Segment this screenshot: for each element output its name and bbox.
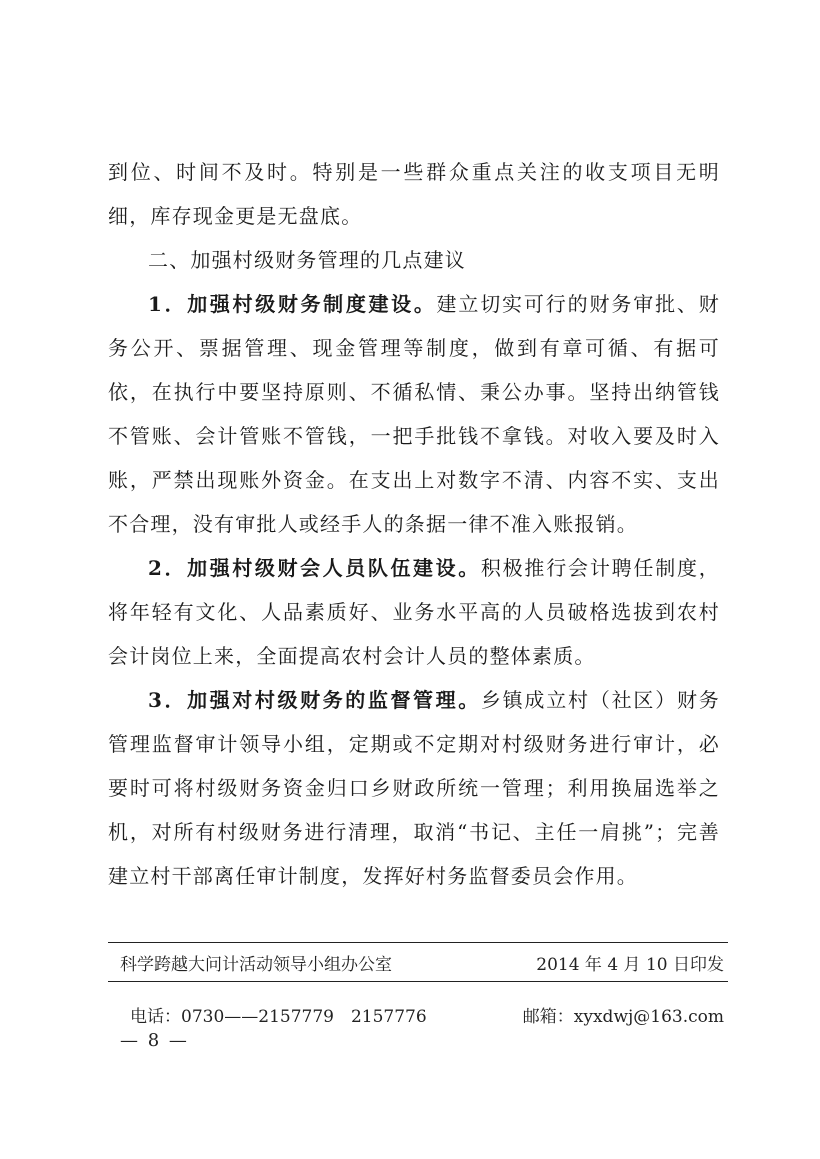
contact-row [108,1002,728,1027]
issue-date: 2014 年 4 月 10 日印发 [536,954,724,975]
issuance-footer [108,942,728,1027]
recommendation-item-1 [108,282,720,546]
item-2-text: 积极推行会计聘任制度，将年轻有文化、人品素质好、业务水平高的人员破格选拔到农村会计岗位上来，全面提高农村会计人员的整体素质。 [108,556,720,668]
recommendation-item-3 [108,678,720,898]
phone-number: 电话：0730——2157779 2157776 [130,1007,427,1027]
footer-bottom-rule [108,981,728,982]
issuer-name: 科学跨越大问计活动领导小组办公室 [120,954,392,975]
page-number: — 8 — [120,1030,189,1051]
issuance-row [108,943,728,981]
item-3-lead: 3．加强对村级财务的监督管理。 [148,688,481,712]
item-1-text: 建立切实可行的财务审批、财务公开、票据管理、现金管理等制度，做到有章可循、有据可依，在执行中要坚持原则、不循私情、秉公办事。坚持出纳管钱不管账、会计管账不管钱，一把手批钱不拿钱。对收入要及时入账，严禁出现账外资金。在支出上对数字不清、内容不实、支出不合理，没有审批人或经手人的条据一律不准入账报销。 [108,292,720,536]
section-heading: 二、加强村级财务管理的几点建议 [148,248,466,272]
paragraph-continuation: 到位、时间不及时。特别是一些群众重点关注的收支项目无明细，库存现金更是无盘底。 [108,160,720,228]
document-body [108,150,720,898]
email-address: 邮箱：xyxdwj@163.com [522,1007,724,1027]
item-1-lead: 1．加强村级财务制度建设。 [148,292,437,316]
item-3-text: 乡镇成立村（社区）财务管理监督审计领导小组，定期或不定期对村级财务进行审计，必要时可将村级财务资金归口乡财政所统一管理；利用换届选举之机，对所有村级财务进行清理，取消“书记、主任一肩挑”；完善建立村干部离任审计制度，发挥好村务监督委员会作用。 [108,688,720,888]
item-2-lead: 2．加强村级财会人员队伍建设。 [148,556,481,580]
recommendation-item-2 [108,546,720,678]
